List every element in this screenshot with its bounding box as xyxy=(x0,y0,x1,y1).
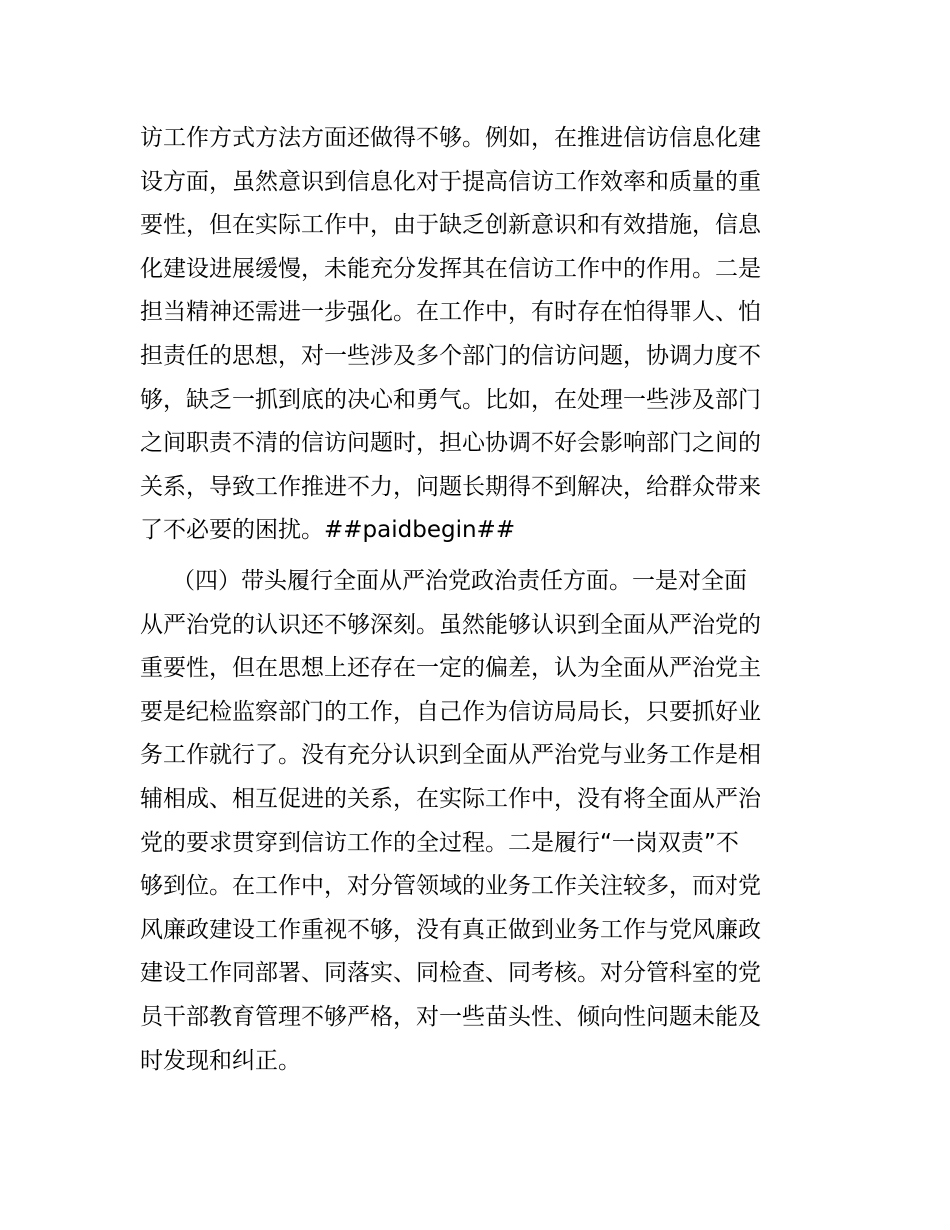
text-line: 了不必要的困扰。##paidbegin## xyxy=(140,517,516,544)
text-line: 担责任的思想，对一些涉及多个部门的信访问题，协调力度不 xyxy=(140,342,761,369)
text-line: 党的要求贯穿到信访工作的全过程。二是履行“一岗双责”不 xyxy=(140,829,739,856)
text-line: 务工作就行了。没有充分认识到全面从严治党与业务工作是相 xyxy=(140,742,761,769)
text-line: 关系，导致工作推进不力，问题长期得不到解决，给群众带来 xyxy=(140,473,761,500)
text-line: 时发现和纠正。 xyxy=(140,1047,301,1074)
text-line: 要性，但在实际工作中，由于缺乏创新意识和有效措施，信息 xyxy=(140,212,761,239)
text-line: 化建设进展缓慢，未能充分发挥其在信访工作中的作用。二是 xyxy=(140,255,761,282)
text-line: 够到位。在工作中，对分管领域的业务工作关注较多，而对党 xyxy=(140,873,761,900)
text-line: 够，缺乏一抓到底的决心和勇气。比如，在处理一些涉及部门 xyxy=(140,386,761,413)
text-line: 担当精神还需进一步强化。在工作中，有时存在怕得罪人、怕 xyxy=(140,299,761,326)
text-line: 风廉政建设工作重视不够，没有真正做到业务工作与党风廉政 xyxy=(140,916,761,943)
text-line: 建设工作同部署、同落实、同检查、同考核。对分管科室的党 xyxy=(140,960,761,987)
text-line: （四）带头履行全面从严治党政治责任方面。一是对全面 xyxy=(172,568,747,594)
text-line: 重要性，但在思想上还存在一定的偏差，认为全面从严治党主 xyxy=(140,655,761,682)
text-line: 从严治党的认识还不够深刻。虽然能够认识到全面从严治党的 xyxy=(140,611,761,638)
text-line: 设方面，虽然意识到信息化对于提高信访工作效率和质量的重 xyxy=(140,168,761,195)
paragraph-2 xyxy=(140,560,815,1083)
paragraph-1 xyxy=(140,117,815,553)
text-line: 之间职责不清的信访问题时，担心协调不好会影响部门之间的 xyxy=(140,430,761,457)
text-line: 要是纪检监察部门的工作，自己作为信访局局长，只要抓好业 xyxy=(140,698,761,725)
text-line: 员干部教育管理不够严格，对一些苗头性、倾向性问题未能及 xyxy=(140,1003,761,1030)
text-line: 辅相成、相互促进的关系，在实际工作中，没有将全面从严治 xyxy=(140,785,761,812)
text-line: 访工作方式方法方面还做得不够。例如，在推进信访信息化建 xyxy=(140,125,761,151)
